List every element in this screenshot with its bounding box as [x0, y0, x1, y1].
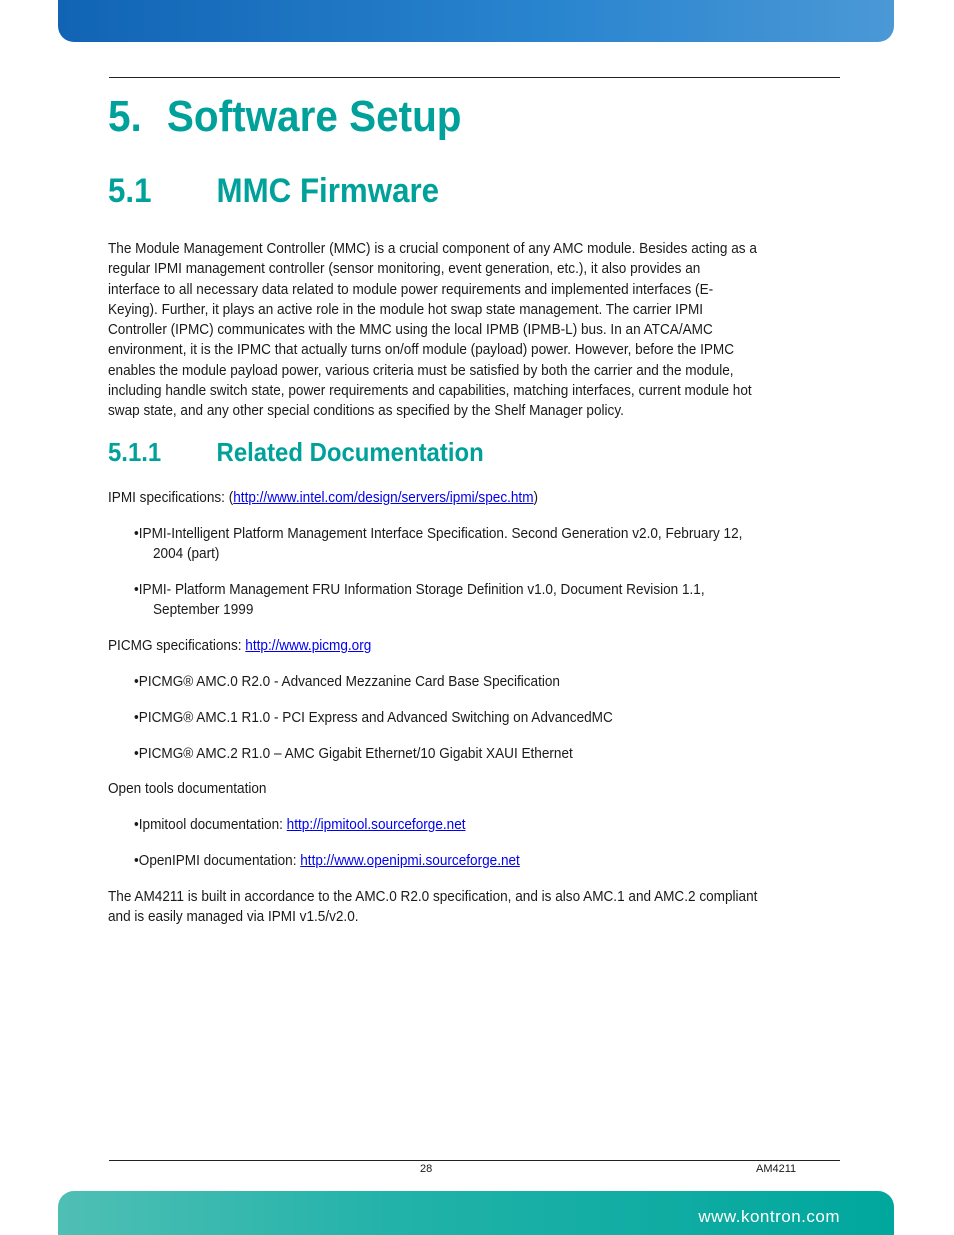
- list-item: •Ipmitool documentation: http://ipmitool.sourceforge.net: [134, 816, 466, 833]
- ipmi-spec-label: IPMI specifications: (http://www.intel.com/design/servers/ipmi/spec.htm): [108, 489, 539, 506]
- footer-band: [58, 1191, 894, 1235]
- intro-line: Keying). Further, it plays an active role in the module hot swap state management. The carrier IPMI: [108, 300, 704, 318]
- closing-line: and is easily managed via IPMI v1.5/v2.0.: [108, 908, 359, 925]
- section-heading: [108, 172, 439, 211]
- bullet-icon: •: [134, 673, 139, 690]
- bullet-icon: •: [134, 525, 139, 542]
- intro-line: interface to all necessary data related to module power requirements and implemented interfaces (E-: [108, 280, 714, 298]
- list-item: •PICMG® AMC.0 R2.0 - Advanced Mezzanine Card Base Specification: [134, 673, 560, 690]
- section-title: MMC Firmware: [216, 172, 440, 210]
- list-item: •IPMI-Intelligent Platform Management Interface Specification. Second Generation v2.0, February 12, 2004 (part): [134, 525, 743, 562]
- list-item: •PICMG® AMC.2 R1.0 – AMC Gigabit Ethernet/10 Gigabit XAUI Ethernet: [134, 745, 573, 762]
- chapter-number: 5.: [108, 92, 142, 141]
- subsection-title: Related Documentation: [216, 437, 484, 467]
- subsection-heading: [108, 437, 484, 468]
- closing-paragraph: [108, 887, 826, 927]
- bullet-icon: •: [134, 709, 139, 726]
- intro-line: regular IPMI management controller (sensor monitoring, event generation, etc.), it also provides an: [108, 260, 701, 278]
- subsection-number: 5.1.1: [108, 437, 162, 467]
- list-item: •IPMI- Platform Management FRU Information Storage Definition v1.0, Document Revision 1.1, September 1999: [134, 581, 705, 618]
- bullet-icon: •: [134, 852, 139, 869]
- list-item: •PICMG® AMC.1 R1.0 - PCI Express and Advanced Switching on AdvancedMC: [134, 709, 613, 726]
- intro-line: environment, it is the IPMC that actually turns on/off module (payload) power. However, before the IPMC: [108, 341, 735, 359]
- closing-line: The AM4211 is built in accordance to the AMC.0 R2.0 specification, and is also AMC.1 and AMC.2 compliant: [108, 888, 758, 905]
- chapter-heading: [108, 92, 462, 142]
- intro-line: The Module Management Controller (MMC) is a crucial component of any AMC module. Besides acting as a: [108, 240, 757, 257]
- intro-paragraph: [108, 239, 840, 422]
- header-rule: [109, 77, 840, 78]
- openipmi-link[interactable]: http://www.openipmi.sourceforge.net: [300, 852, 520, 869]
- open-tools-label: Open tools documentation: [108, 780, 267, 797]
- website-link[interactable]: www.kontron.com: [698, 1207, 840, 1226]
- page-number: 28: [420, 1163, 433, 1175]
- ipmi-spec-link[interactable]: http://www.intel.com/design/servers/ipmi/spec.htm: [233, 489, 534, 506]
- picmg-link[interactable]: http://www.picmg.org: [245, 637, 372, 654]
- header-band: [58, 0, 894, 42]
- bullet-icon: •: [134, 816, 139, 833]
- chapter-title: Software Setup: [166, 92, 462, 141]
- bullet-icon: •: [134, 581, 139, 598]
- intro-line: enables the module payload power, various criteria must be satisfied by both the carrier and the module,: [108, 361, 734, 379]
- intro-line: swap state, and any other special conditions as specified by the Shelf Manager policy.: [108, 402, 624, 420]
- list-item: •OpenIPMI documentation: http://www.openipmi.sourceforge.net: [134, 852, 520, 869]
- section-number: 5.1: [108, 172, 152, 210]
- footer-rule: [109, 1160, 840, 1161]
- intro-line: Controller (IPMC) communicates with the MMC using the local IPMB (IPMB-L) bus. In an ATCA/AMC: [108, 321, 713, 339]
- intro-line: including handle switch state, power requirements and capabilities, matching interfaces, current module hot: [108, 382, 752, 400]
- bullet-icon: •: [134, 745, 139, 762]
- ipmitool-link[interactable]: http://ipmitool.sourceforge.net: [286, 816, 466, 833]
- picmg-spec-label: PICMG specifications: http://www.picmg.org: [108, 637, 372, 654]
- document-name: AM4211: [756, 1163, 797, 1175]
